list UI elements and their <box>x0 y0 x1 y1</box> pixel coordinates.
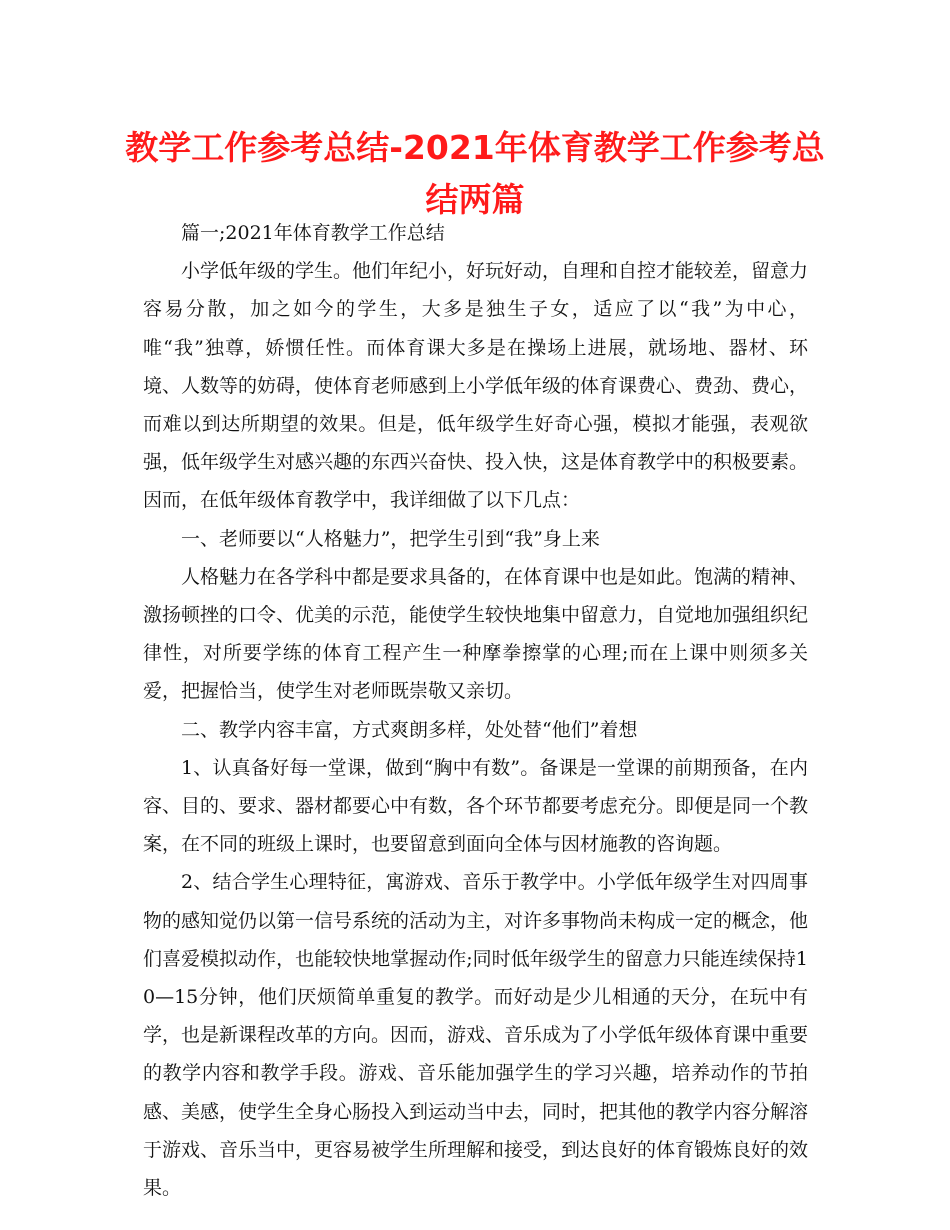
document-body <box>143 214 808 1207</box>
section-heading: 一、老师要以“人格魅力”，把学生引到“我”身上来 <box>181 527 600 550</box>
intro-paragraph: 小学低年级的学生。他们年纪小，好玩好动，自理和自控才能较差，留意力容易分散，加之如今的学生，大多是独生子女，适应了以“我”为中心，唯“我”独尊，娇惯任性。而体育课大多是在操场上进展，就场地、器材、环境、人数等的妨碍，使体育老师感到上小学低年级的体育课费心、费劲、费心，而难以到达所期望的效果。但是，低年级学生好奇心强，模拟才能强，表观欲强，低年级学生对感兴趣的东西兴奋快、投入快，这是体育教学中的积极要素。因而，在低年级体育教学中，我详细做了以下几点： <box>143 260 809 512</box>
document-title: 教学工作参考总结-2021年体育教学工作参考总结两篇 <box>125 128 825 219</box>
body-paragraph: 1、认真备好每一堂课，做到“胸中有数”。备课是一堂课的前期预备，在内容、目的、要求、器材都要心中有数，各个环节都要考虑充分。即便是同一个教案，在不同的班级上课时，也要留意到面向全体与因材施教的咨询题。 <box>143 756 809 856</box>
section-heading: 篇一;2021年体育教学工作总结 <box>181 222 445 244</box>
body-paragraph: 2、结合学生心理特征，寓游戏、音乐于教学中。小学低年级学生对四周事物的感知觉仍以第一信号系统的活动为主，对许多事物尚未构成一定的概念，他们喜爱模拟动作，也能较快地掌握动作;同时低年级学生的留意力只能连续保持10—15分钟，他们厌烦简单重复的教学。而好动是少儿相通的天分，在玩中有学，也是新课程改革的方向。因而，游戏、音乐成为了小学低年级体育课中重要的教学内容和教学手段。游戏、音乐能加强学生的学习兴趣，培养动作的节拍感、美感，使学生全身心肠投入到运动当中去，同时，把其他的教学内容分解溶于游戏、音乐当中，更容易被学生所理解和接受，到达良好的体育锻炼良好的效果。 <box>143 871 809 1200</box>
body-paragraph: 人格魅力在各学科中都是要求具备的，在体育课中也是如此。饱满的精神、激扬顿挫的口令、优美的示范，能使学生较快地集中留意力，自觉地加强组织纪律性，对所要学练的体育工程产生一种摩拳擦掌的心理;而在上课中则须多关爱，把握恰当，使学生对老师既崇敬又亲切。 <box>143 565 809 703</box>
section-heading: 二、教学内容丰富，方式爽朗多样，处处替“他们”着想 <box>181 718 638 741</box>
